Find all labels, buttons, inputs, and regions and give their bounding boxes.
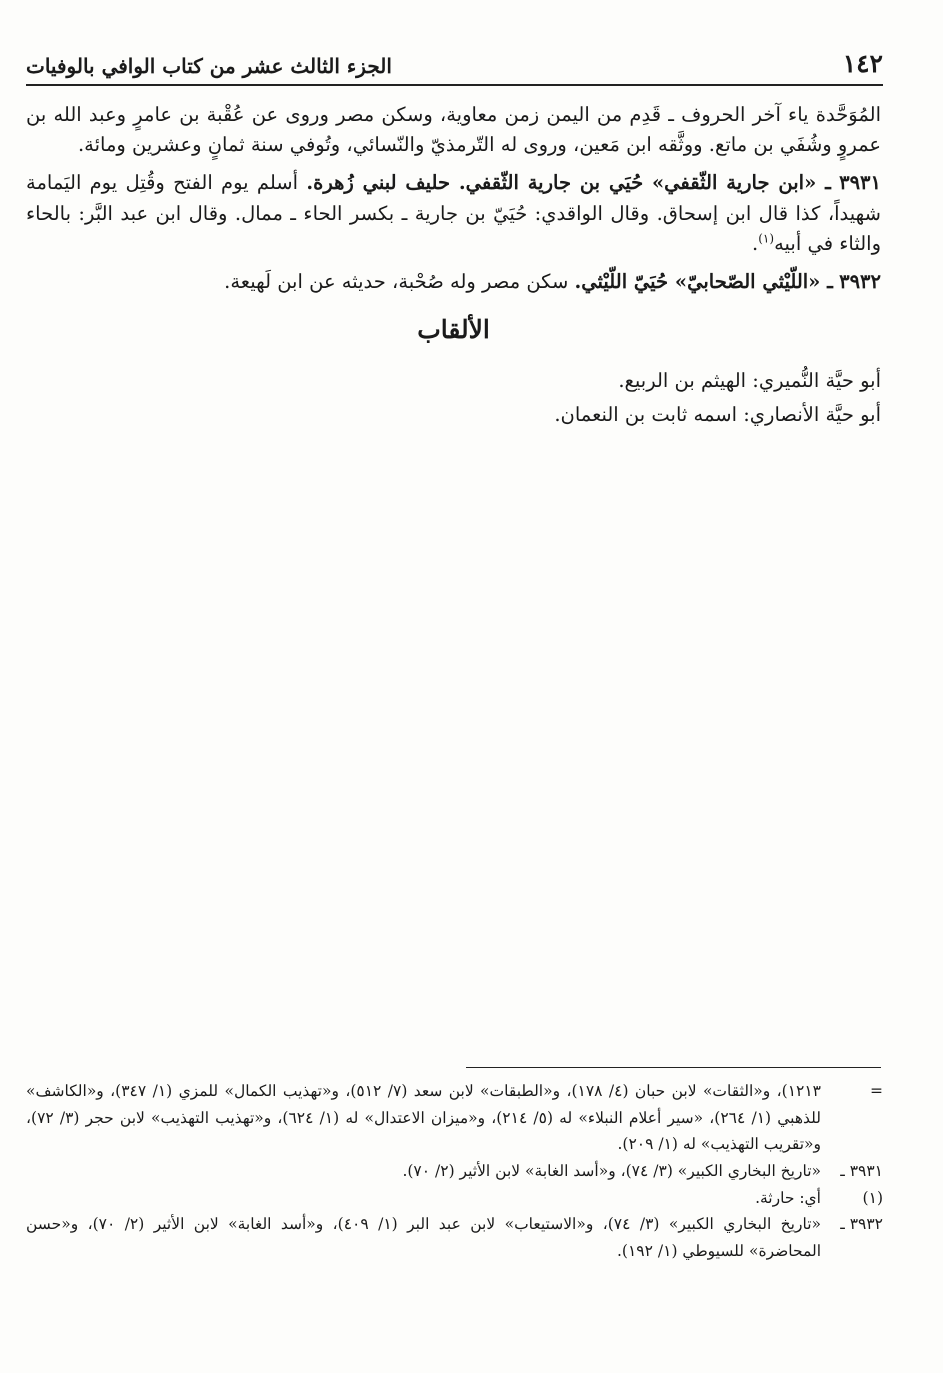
running-title: الجزء الثالث عشر من كتاب الوافي بالوفيات [26,54,392,78]
footnote [26,1211,883,1264]
laqab-item: أبو حيَّة النُّميري: الهيثم بن الربيع. [618,369,881,393]
footnote-marker: ٣٩٣٢ ـ [840,1215,883,1234]
footnotes [26,1078,883,1265]
footnote-marker: ٣٩٣١ ـ [840,1161,883,1180]
footnote-marker: (١) [862,1188,883,1207]
footnote-marker: = [870,1082,883,1100]
entry-tail: . [752,231,759,255]
footnote-text: أي: حارثة. [755,1188,821,1207]
page-number: ١٤٢ [842,49,883,78]
entry-heading: «اللّيْثي الصّحابيّ» حُيَيّ اللّيْثي. [574,270,821,294]
biography-entry [26,267,881,297]
laqab-item: أبو حيَّة الأنصاري: اسمه ثابت بن النعمان. [554,403,881,427]
footnote-text: «تاريخ البخاري الكبير» (٣/ ٧٤)، و«أسد الغابة» لابن الأثير (٢/ ٧٠). [402,1161,821,1180]
footnote-text: ١٢١٣)، و«الثقات» لابن حبان (٤/ ١٧٨)، و«الطبقات» لابن سعد (٧/ ٥١٢)، و«تهذيب الكمال» للمزي (١/ ٣٤٧)، و«الكاشف» للذهبي (١/ ٢٦٤)، «سير أعلام النبلاء» له (٥/ ٢١٤)، و«ميزان الاعتدال» له (١/ ٦٢٤)، و«تهذيب التهذيب» لابن حجر (٣/ ٧٢)، و«تقريب التهذيب» له (١/ ٢٠٩). [26,1082,821,1154]
entry-body: أسلم يوم الفتح وقُتِل يوم اليَمامة شهيداً، كذا قال ابن إسحاق. وقال الواقدي: حُيَيّ بن جارية ـ بكسر الحاء ـ ممال. وقال ابن عبد البَّر: بالحاء والثاء في أبيه [26,171,881,255]
footnote [26,1078,883,1158]
page-header [26,42,883,86]
entry-heading: «ابن جارية الثّقفي» حُيَي بن جارية الثّقفي. حليف لبني زُهرة. [306,171,817,195]
entry-number: ٣٩٣٢ [839,270,881,294]
footnote [26,1158,883,1185]
footnote-divider [466,1067,881,1068]
footnote-reference[interactable]: (١) [758,231,775,246]
entry-dash: ـ [816,171,831,195]
footnote-text: «تاريخ البخاري الكبير» (٣/ ٧٤)، و«الاستيعاب» لابن عبد البر (١/ ٤٠٩)، و«أسد الغابة» لابن الأثير (٢/ ٧٠)، و«حسن المحاضرة» للسيوطي (١/ ١٩٢). [26,1215,821,1260]
continuation-paragraph: المُوَحَّدة ياء آخر الحروف ـ قَدِم من اليمن زمن معاوية، وسكن مصر وروى عن عُقْبة بن عامرٍ وعبد الله بن عمروٍ وشُفَي بن ماتع. ووثَّقه ابن مَعين، وروى له التّرمذيّ والنّسائي، وتُوفي سنة ثمانٍ وعشرين ومائة. [26,103,881,157]
footnote [26,1185,883,1212]
main-text [26,100,881,432]
entry-number: ٣٩٣١ [839,171,881,195]
biography-entry [26,168,881,259]
entry-body: سكن مصر وله صُحْبة، حديثه عن ابن لَهيعة. [224,270,569,294]
section-title: الألقاب [417,315,490,345]
entry-dash: ـ [820,270,833,294]
